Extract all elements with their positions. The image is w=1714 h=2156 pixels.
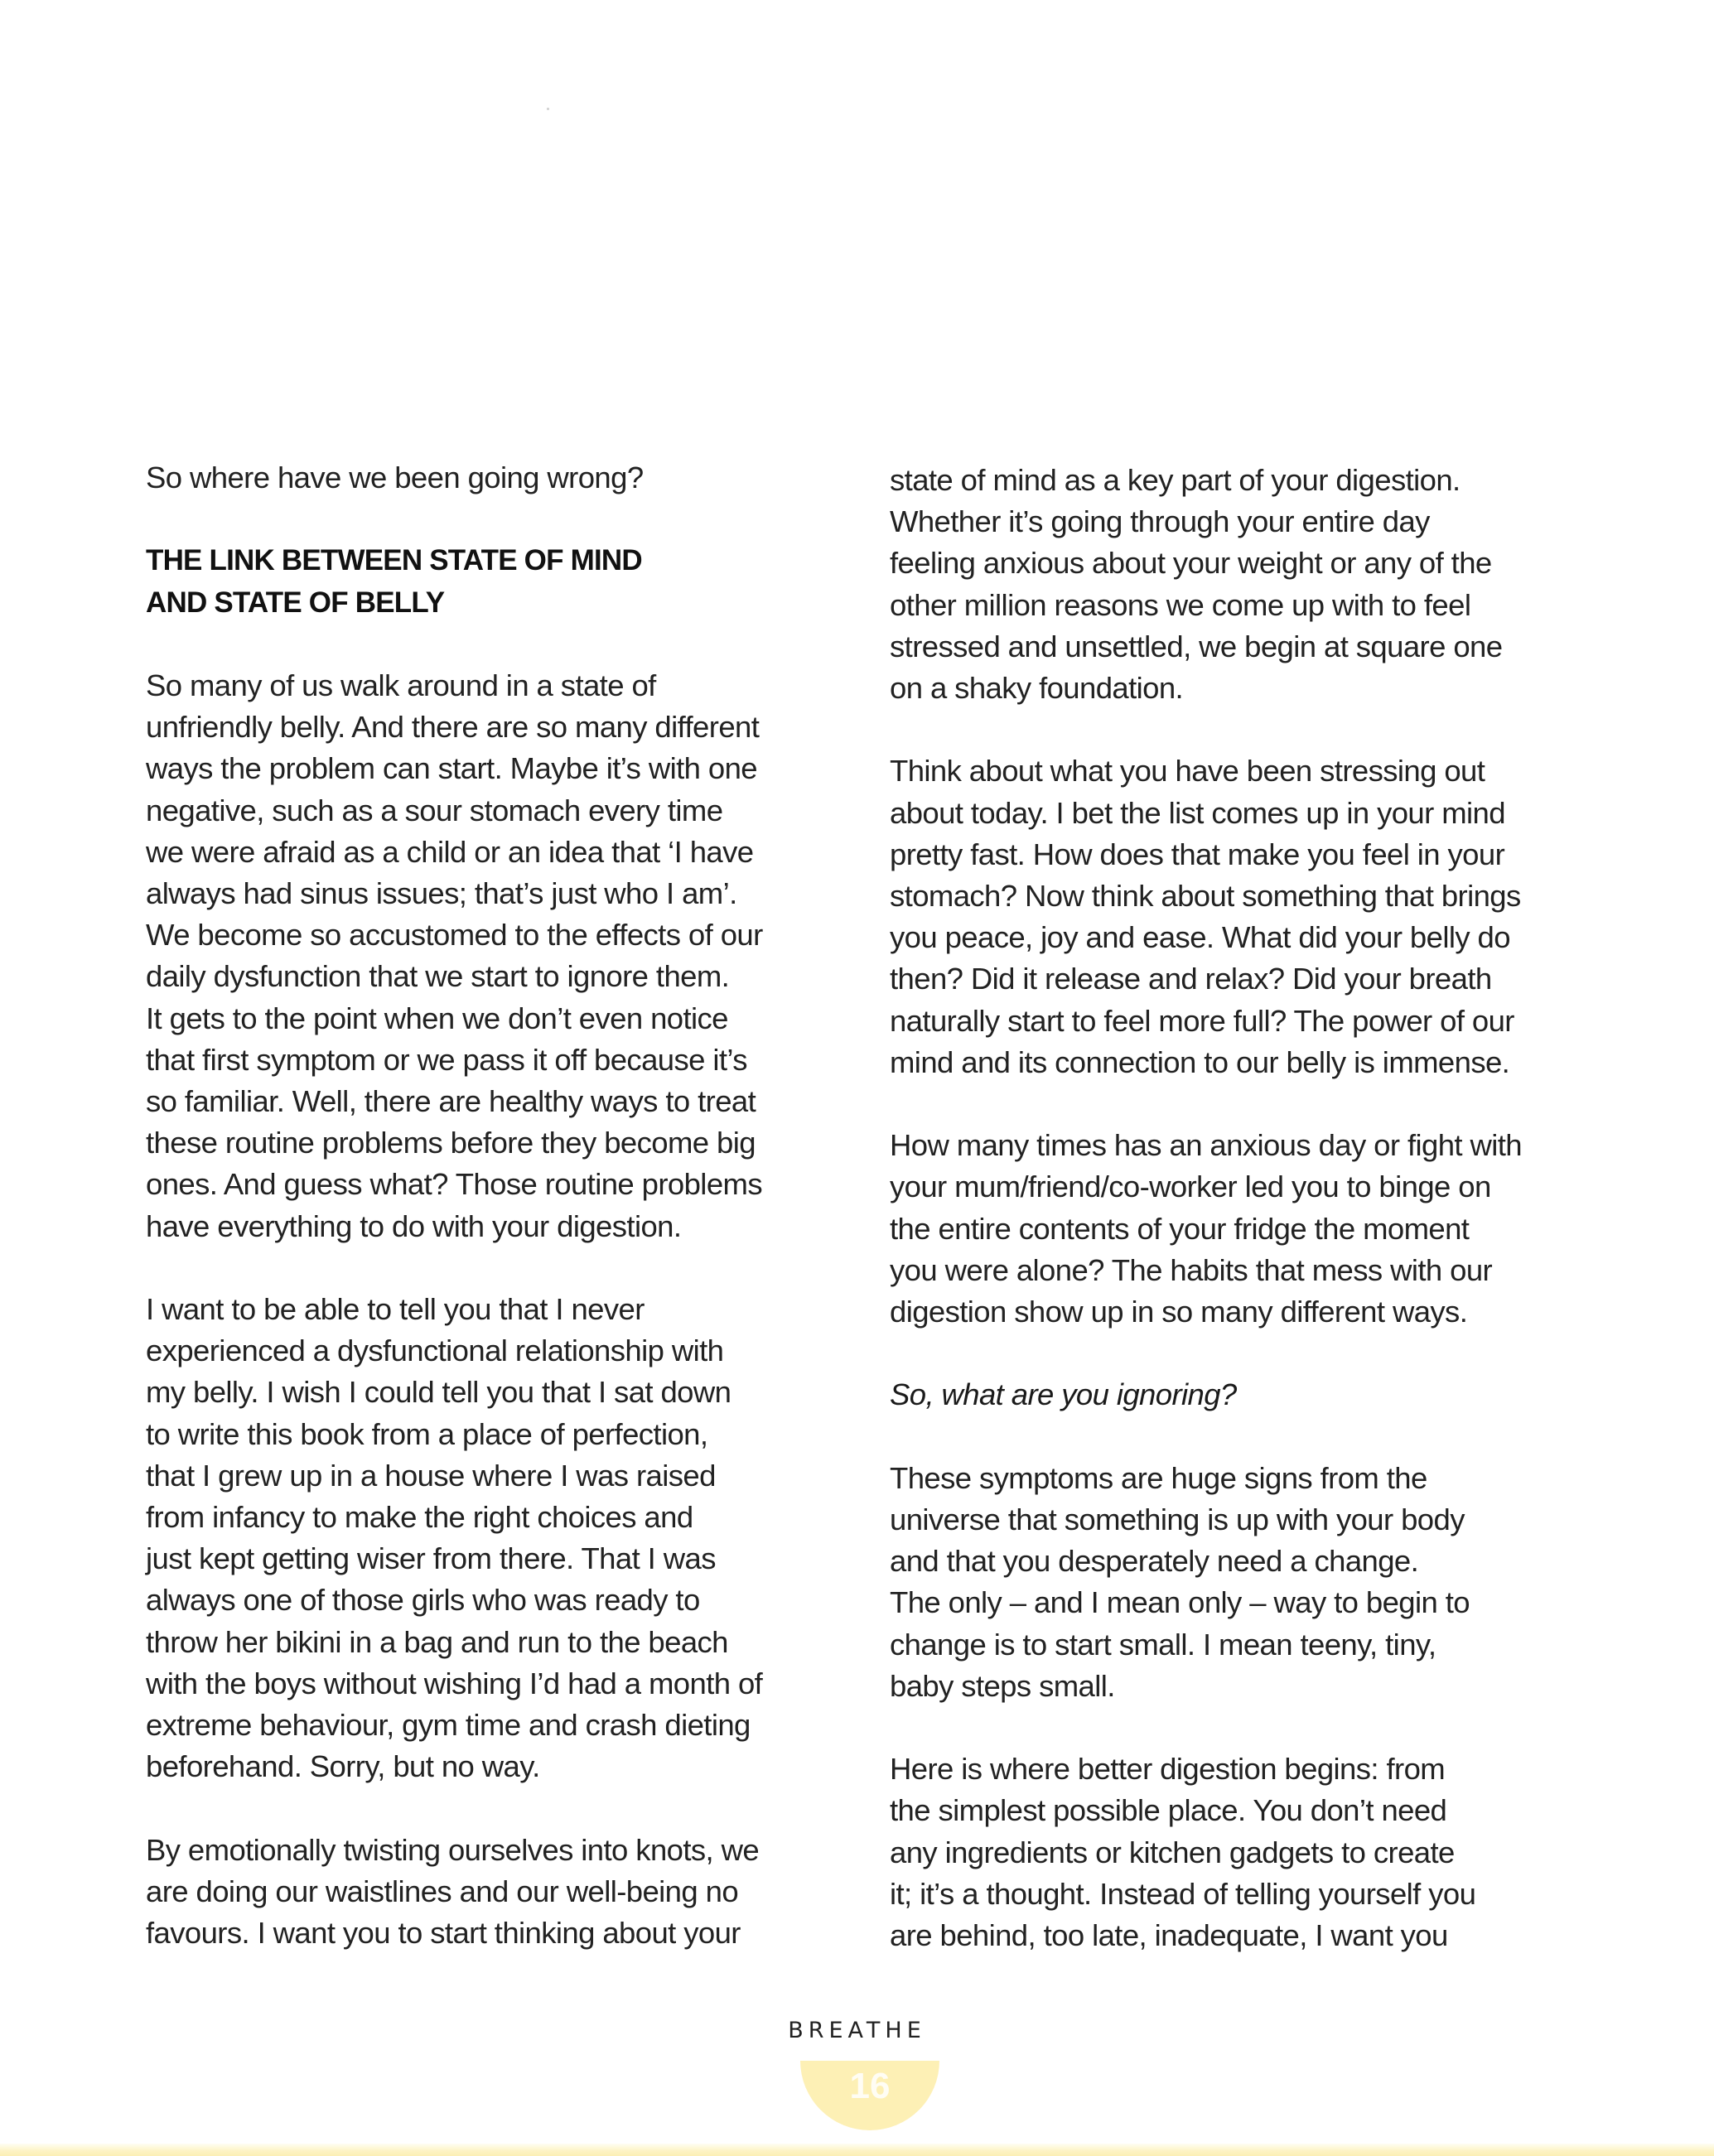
- text-line: just kept getting wiser from there. That I was: [146, 1541, 716, 1576]
- text-line: mind and its connection to our belly is immense.: [890, 1044, 1510, 1079]
- paragraph-gap: [890, 1333, 1577, 1374]
- paragraph: [890, 1748, 1577, 1956]
- right-column: [890, 460, 1577, 1956]
- paragraph-gap: [146, 624, 833, 665]
- text-line: pretty fast. How does that make you feel in your: [890, 837, 1505, 871]
- text-line: So where have we been going wrong?: [146, 461, 644, 494]
- text-line: we were afraid as a child or an idea that ‘I have: [146, 834, 754, 869]
- text-line: naturally start to feel more full? The power of our: [890, 1003, 1514, 1038]
- text-line: throw her bikini in a bag and run to the beach: [146, 1624, 728, 1659]
- text-line: experienced a dysfunctional relationship with: [146, 1334, 724, 1368]
- text-line: so familiar. Well, there are healthy ways to treat: [146, 1084, 756, 1119]
- text-line: from infancy to make the right choices and: [146, 1500, 693, 1535]
- text-line: How many times has an anxious day or fight with: [890, 1128, 1523, 1163]
- text-line: you peace, joy and ease. What did your belly do: [890, 920, 1510, 955]
- section-heading: [146, 540, 833, 623]
- text-line: change is to start small. I mean teeny, tiny,: [890, 1627, 1436, 1662]
- text-line: on a shaky foundation.: [890, 671, 1184, 706]
- section-label: BREATHE: [788, 2018, 926, 2043]
- text-line: THE LINK BETWEEN STATE OF MIND: [146, 544, 642, 577]
- scan-speck: [547, 108, 549, 110]
- text-line: negative, such as a sour stomach every time: [146, 793, 723, 827]
- text-line: So many of us walk around in a state of: [146, 668, 656, 702]
- text-line: favours. I want you to start thinking about your: [146, 1916, 741, 1951]
- text-line: that first symptom or we pass it off because it’s: [146, 1042, 747, 1077]
- text-line: unfriendly belly. And there are so many different: [146, 710, 760, 745]
- page-number: 16: [849, 2066, 891, 2106]
- text-line: These symptoms are huge signs from the: [890, 1460, 1427, 1495]
- text-line: to write this book from a place of perfection,: [146, 1416, 708, 1451]
- text-line: It gets to the point when we don’t even notice: [146, 1001, 728, 1035]
- text-line: So, what are you ignoring?: [890, 1377, 1237, 1412]
- text-line: I want to be able to tell you that I never: [146, 1292, 645, 1327]
- text-line: the entire contents of your fridge the moment: [890, 1211, 1470, 1246]
- text-line: your mum/friend/co-worker led you to binge on: [890, 1170, 1491, 1204]
- text-line: extreme behaviour, gym time and crash dieting: [146, 1708, 751, 1743]
- paragraph: [146, 1289, 833, 1787]
- paragraph: [890, 460, 1577, 709]
- text-line: the simplest possible place. You don’t need: [890, 1793, 1447, 1828]
- paragraph: [890, 750, 1577, 1083]
- text-line: beforehand. Sorry, but no way.: [146, 1749, 540, 1784]
- text-line: baby steps small.: [890, 1668, 1115, 1703]
- paragraph-gap: [146, 499, 833, 540]
- page-number-badge: [800, 2061, 939, 2130]
- text-line: universe that something is up with your body: [890, 1502, 1465, 1537]
- paragraph: [890, 1125, 1577, 1333]
- text-line: Whether it’s going through your entire day: [890, 504, 1430, 539]
- text-line: that I grew up in a house where I was raised: [146, 1458, 716, 1493]
- text-line: then? Did it release and relax? Did your breath: [890, 962, 1492, 996]
- text-line: digestion show up in so many different ways.: [890, 1295, 1468, 1329]
- text-line: any ingredients or kitchen gadgets to create: [890, 1835, 1455, 1869]
- paragraph-gap: [890, 709, 1577, 750]
- text-line: my belly. I wish I could tell you that I sat down: [146, 1375, 731, 1410]
- text-line: stressed and unsettled, we begin at square one: [890, 629, 1503, 663]
- text-line: stomach? Now think about something that brings: [890, 879, 1521, 914]
- paragraph: [146, 457, 833, 499]
- paragraph-gap: [890, 1707, 1577, 1748]
- text-line: By emotionally twisting ourselves into knots, we: [146, 1832, 760, 1867]
- text-line: you were alone? The habits that mess with our: [890, 1252, 1493, 1287]
- text-line: daily dysfunction that we start to ignore them.: [146, 959, 730, 994]
- italic-subheading: [890, 1374, 1577, 1416]
- paragraph: [890, 1458, 1577, 1707]
- text-line: have everything to do with your digestion.: [146, 1208, 682, 1243]
- text-line: with the boys without wishing I’d had a month of: [146, 1666, 763, 1700]
- text-line: always had sinus issues; that’s just who I am’.: [146, 876, 737, 910]
- text-line: ones. And guess what? Those routine problems: [146, 1167, 762, 1202]
- text-line: these routine problems before they become big: [146, 1126, 756, 1160]
- left-column: [146, 457, 833, 1954]
- text-line: ways the problem can start. Maybe it’s with one: [146, 751, 757, 786]
- paragraph-gap: [146, 1787, 833, 1829]
- text-line: are behind, too late, inadequate, I want you: [890, 1918, 1448, 1953]
- text-line: The only – and I mean only – way to begin to: [890, 1585, 1470, 1620]
- text-line: and that you desperately need a change.: [890, 1544, 1419, 1579]
- text-line: it; it’s a thought. Instead of telling yourself you: [890, 1876, 1476, 1911]
- text-line: AND STATE OF BELLY: [146, 586, 445, 619]
- text-line: always one of those girls who was ready to: [146, 1583, 700, 1618]
- paragraph-gap: [890, 1083, 1577, 1125]
- text-line: are doing our waistlines and our well-being no: [146, 1874, 739, 1908]
- paragraph-gap: [146, 1247, 833, 1289]
- paragraph-gap: [890, 1416, 1577, 1458]
- text-line: other million reasons we come up with to feel: [890, 587, 1471, 622]
- paragraph: [146, 665, 833, 1247]
- text-line: Here is where better digestion begins: from: [890, 1752, 1446, 1787]
- text-line: We become so accustomed to the effects of our: [146, 918, 763, 953]
- paragraph: [146, 1830, 833, 1955]
- text-line: Think about what you have been stressing out: [890, 754, 1485, 789]
- text-line: state of mind as a key part of your digestion.: [890, 463, 1461, 497]
- text-line: about today. I bet the list comes up in your mind: [890, 795, 1505, 830]
- text-line: feeling anxious about your weight or any of the: [890, 546, 1492, 581]
- page-edge-band: [0, 2144, 1714, 2156]
